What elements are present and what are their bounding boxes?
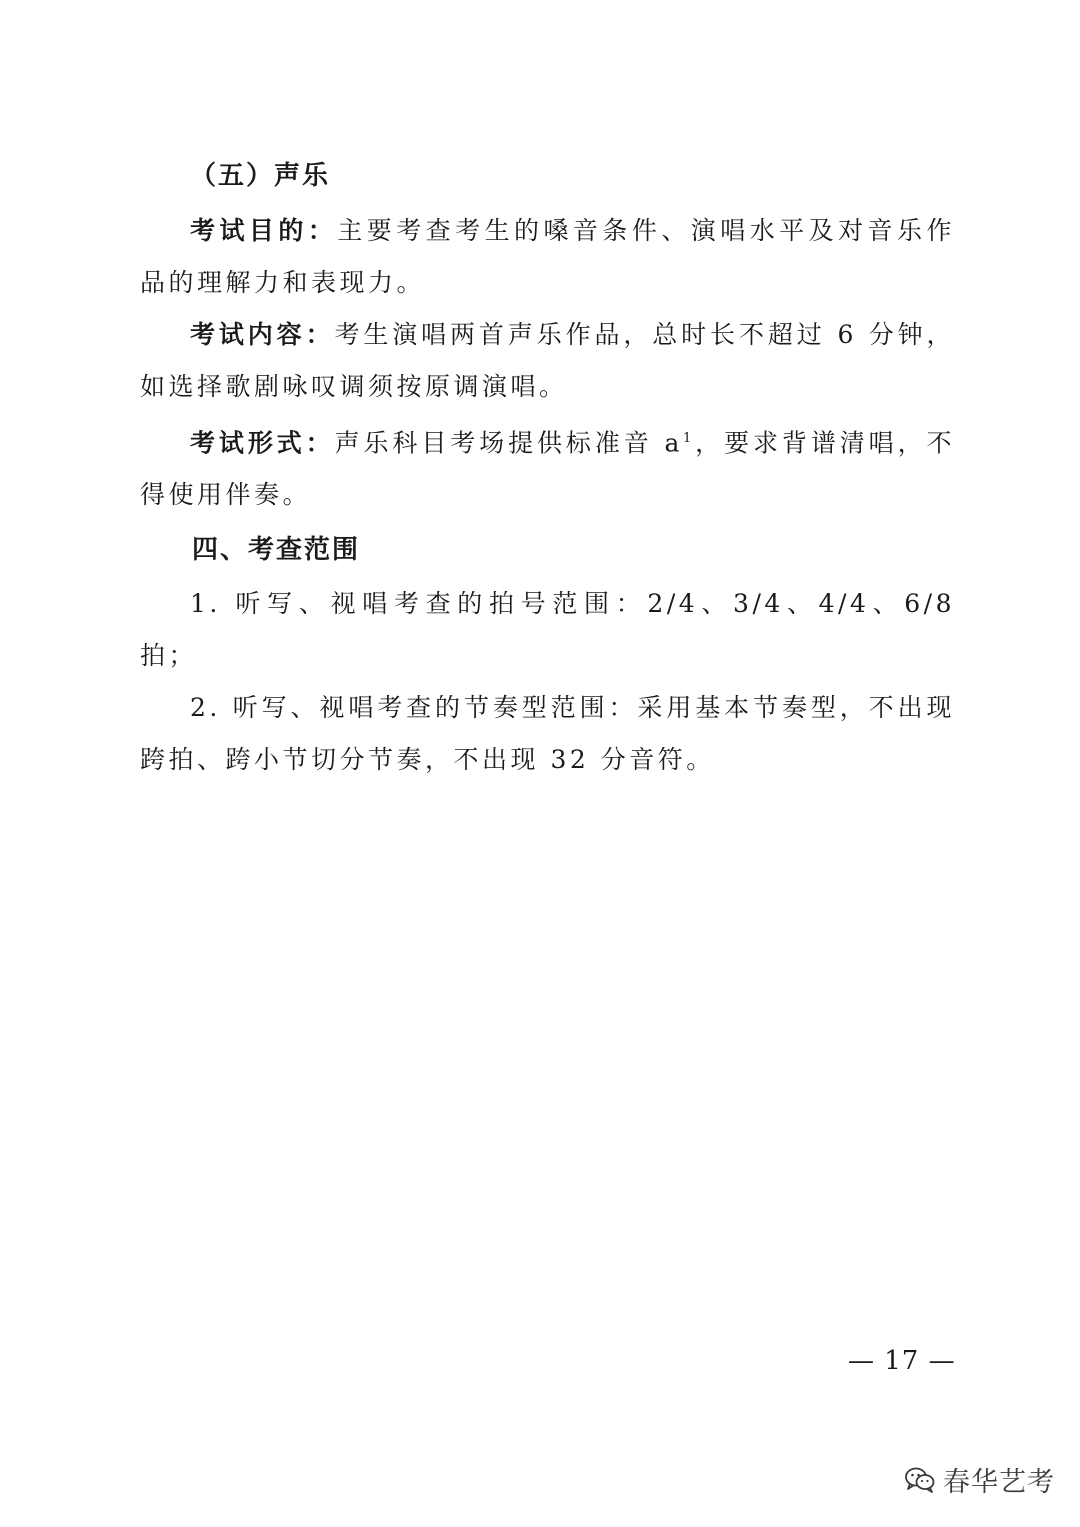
exam-format-label: 考试形式： <box>190 428 335 458</box>
section-heading: （五）声乐 <box>190 161 331 191</box>
paragraph-exam-format <box>140 413 955 521</box>
watermark <box>905 1460 1055 1499</box>
exam-purpose-text: 主要考查考生的嗓音条件、演唱水平及对音乐作品的理解力和表现力。 <box>140 216 955 297</box>
exam-format-superscript: 1 <box>682 431 695 446</box>
watermark-text: 春华艺考 <box>943 1467 1055 1498</box>
chapter-heading: 四、考查范围 <box>192 535 361 565</box>
wechat-icon <box>905 1467 935 1493</box>
section-body <box>140 205 955 521</box>
exam-format-text-before: 声乐科目考场提供标准音 a <box>334 428 683 458</box>
exam-content-label: 考试内容： <box>190 320 335 349</box>
paragraph-exam-content <box>140 309 955 413</box>
exam-purpose-label: 考试目的： <box>190 216 338 245</box>
page-number: — 17 — <box>848 1346 956 1376</box>
scope-item-2: 2. 听写、视唱考查的节奏型范围：采用基本节奏型，不出现跨拍、跨小节切分节奏，不出现 32 分音符。 <box>140 693 955 774</box>
paragraph-exam-purpose <box>140 205 955 309</box>
exam-format-text-after: ，要求背谱清唱，不得使用伴奏。 <box>140 428 955 510</box>
scope-item-1: 1. 听写、视唱考查的拍号范围：2/4、3/4、4/4、6/8 拍； <box>140 589 955 670</box>
scope-list <box>140 578 955 786</box>
exam-content-text: 考生演唱两首声乐作品，总时长不超过 6 分钟，如选择歌剧咏叹调须按原调演唱。 <box>140 320 955 401</box>
